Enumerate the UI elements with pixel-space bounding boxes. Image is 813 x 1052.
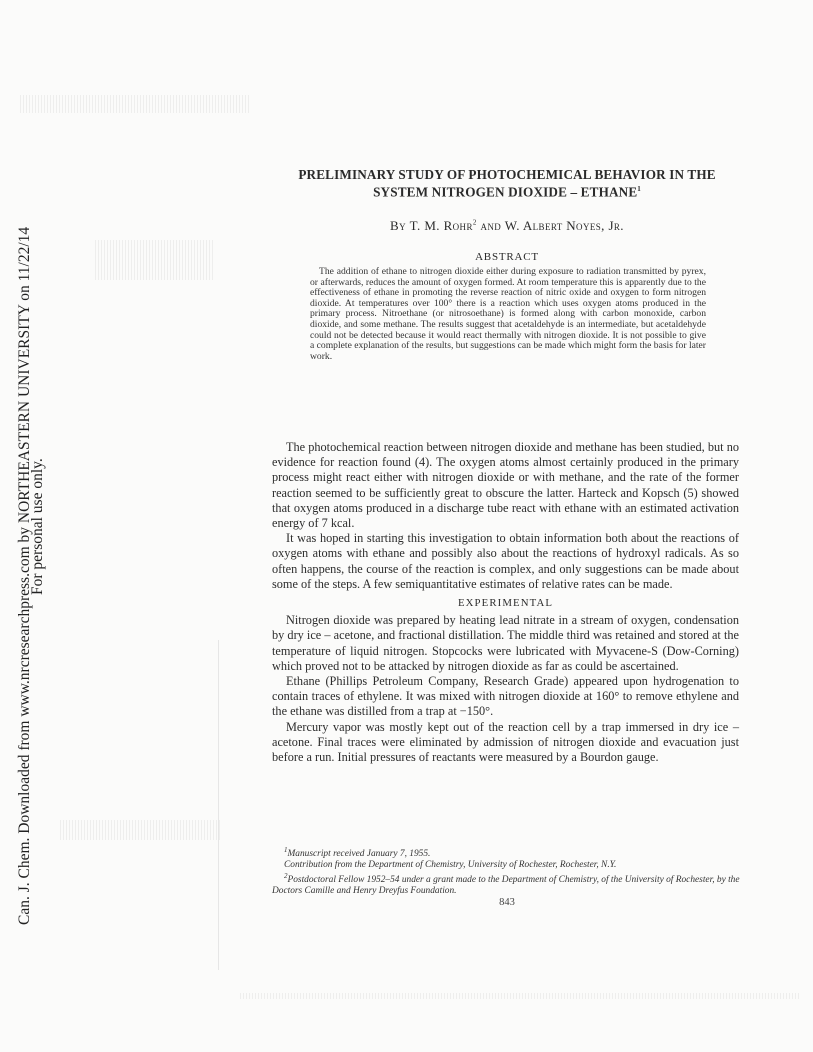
paragraph-4: Ethane (Phillips Petroleum Company, Research Grade) appeared upon hydrogenation to contain traces of ethylene. It was mixed with nitrogen dioxide at 160° to remove ethylene and the ethane was distilled from a trap at −150°. <box>272 674 739 719</box>
abstract-paragraph: The addition of ethane to nitrogen dioxide either during exposure to radiation transmitted by pyrex, or afterwards, reduces the amount of oxygen formed. At room temperature this is apparently due to the effectiveness of ethane in promoting the reverse reaction of nitric oxide and oxygen to form nitrogen dioxide. At temperatures over 100° there is a reaction which uses oxygen atoms produced in the primary process. Nitroethane (or nitrosoethane) is formed along with carbon monoxide, carbon dioxide, and some methane. The results suggest that acetaldehyde is an intermediate, but acetaldehyde could not be detected because it would react thermally with nitrogen dioxide. It is not possible to give a complete explanation of the results, but suggestions can be made which might form the basis for later work. <box>310 266 706 362</box>
footnote-1: $^1$Manuscript received January 7, 1955. <box>284 846 431 860</box>
author-2: W. Albert Noyes, Jr. <box>504 218 624 233</box>
scan-artifact <box>20 95 250 113</box>
abstract-heading: ABSTRACT <box>475 251 539 263</box>
scan-artifact <box>60 820 220 840</box>
body-text <box>272 440 739 765</box>
footnote-1-contribution: Contribution from the Department of Chemistry, University of Rochester, Rochester, N.Y. <box>284 859 617 870</box>
author-1-mark: 2 <box>472 218 477 227</box>
paragraph-1: The photochemical reaction between nitrogen dioxide and methane has been studied, but no evidence for reaction found (4). The oxygen atoms almost certainly produced in the primary process might react either with nitrogen dioxide or with methane, and the rate of the former reaction seemed to be sufficiently great to obscure the latter. Harteck and Kopsch (5) showed that oxygen atoms produced in a discharge tube react with ethane with an estimated activation energy of 7 kcal. <box>272 440 739 531</box>
footnote-2: $^2$Postdoctoral Fellow 1952–54 under a grant made to the Department of Chemistry, of the University of Rochester, by the Doctors Camille and Henry Dreyfus Foundation. <box>272 871 740 896</box>
abstract-text <box>310 267 706 362</box>
scan-artifact <box>240 993 800 999</box>
title-line-2: SYSTEM NITROGEN DIOXIDE – ETHANE$^1$ <box>373 184 641 200</box>
paragraph-5: Mercury vapor was mostly kept out of the reaction cell by a trap immersed in dry ice – acetone. Final traces were eliminated by admission of nitrogen dioxide and evacuation just before a run. Initial pressures of reactants were measured by a Bourdon gauge. <box>272 719 739 765</box>
stamp-line-1: Can. J. Chem. Downloaded from www.nrcresearchpress.com by NORTHEASTERN UNIVERSITY on 11/22/14 <box>16 226 33 925</box>
scan-artifact <box>95 240 215 280</box>
title-footnote-mark: 1 <box>637 185 641 193</box>
paper-title <box>272 168 742 199</box>
scan-line <box>218 640 219 970</box>
page-number: 843 <box>499 897 515 908</box>
paragraph-3: Nitrogen dioxide was prepared by heating lead nitrate in a stream of oxygen, condensation by dry ice – acetone, and fractional distillation. The middle third was retained and stored at the temperature of liquid nitrogen. Stopcocks were lubricated with Myvacene-S (Dow-Corning) which proved not to be attacked by nitrogen dioxide as far as could be ascertained. <box>272 613 739 673</box>
stamp-line-2: For personal use only. <box>29 458 46 595</box>
footnotes <box>272 845 742 896</box>
title-line-1: PRELIMINARY STUDY OF PHOTOCHEMICAL BEHAVIOR IN THE <box>298 167 716 182</box>
section-heading-experimental: EXPERIMENTAL <box>457 597 554 610</box>
authors <box>272 218 742 234</box>
and-label: and <box>480 218 502 233</box>
paragraph-2: It was hoped in starting this investigation to obtain information both about the reactions of oxygen atoms with ethane and possibly also about the reactions of hydroxyl radicals. As so often happens, the course of the reaction is complex, and only suggestions can be made about some of the steps. A few semiquantitative estimates of relative rates can be made. <box>272 531 739 591</box>
download-stamp <box>0 0 46 1052</box>
by-label: By <box>390 218 406 233</box>
author-1: T. M. Rohr <box>409 218 473 233</box>
